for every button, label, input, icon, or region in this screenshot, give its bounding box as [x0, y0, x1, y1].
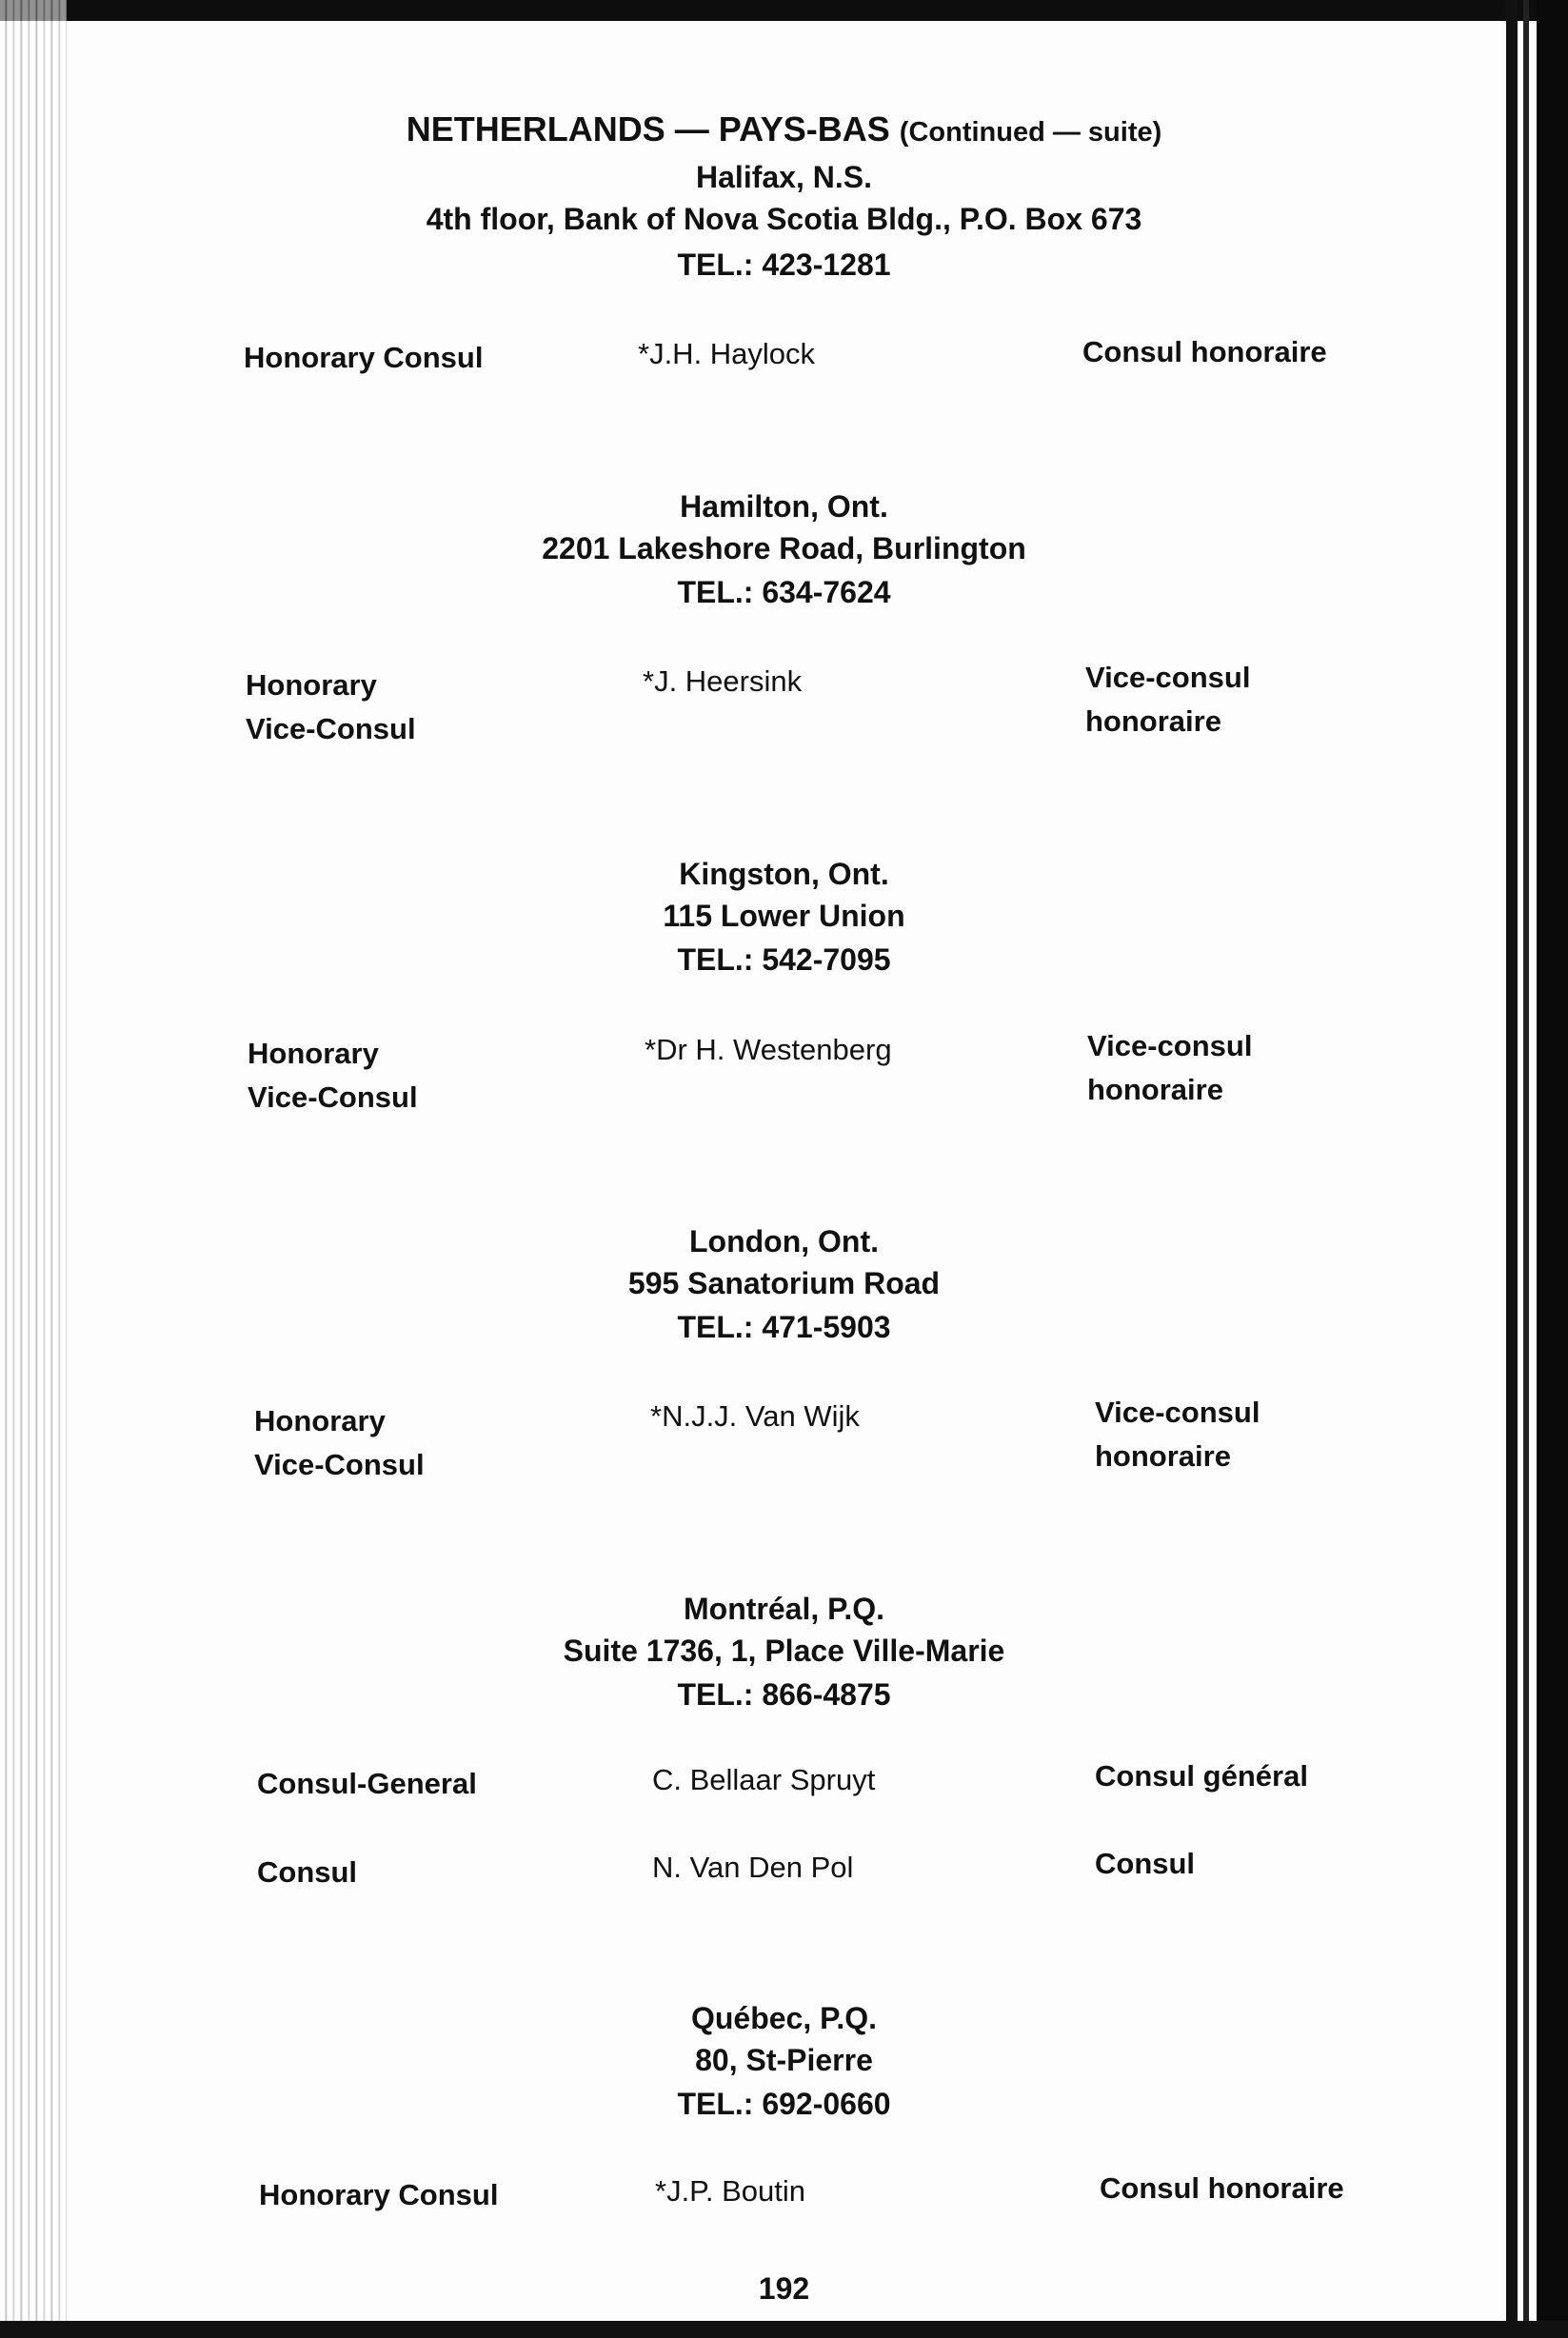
- country-heading: NETHERLANDS — PAYS-BAS: [406, 109, 890, 149]
- office-city: Montréal, P.Q.: [683, 1592, 884, 1626]
- title-french: Consul honoraire: [1100, 2171, 1344, 2205]
- office-address: 115 Lower Union: [663, 899, 905, 933]
- office-telephone: TEL.: 634-7624: [677, 575, 891, 609]
- office-city: Halifax, N.S.: [696, 160, 872, 194]
- scan-edge-left: [0, 0, 67, 2338]
- officer-name: *Dr H. Westenberg: [645, 1033, 892, 1066]
- title-english: Honorary: [248, 1037, 379, 1070]
- title-french: Vice-consul: [1087, 1029, 1253, 1062]
- officer-name: *N.J.J. Van Wijk: [650, 1399, 860, 1433]
- title-french: honoraire: [1095, 1439, 1231, 1473]
- scan-edge-bottom: [0, 2321, 1568, 2338]
- title-english: Consul-General: [257, 1767, 477, 1800]
- office-address: 4th floor, Bank of Nova Scotia Bldg., P.O. Box 673: [426, 202, 1142, 236]
- office-telephone: TEL.: 692-0660: [677, 2087, 891, 2121]
- title-english: Consul: [257, 1855, 358, 1889]
- binding-edge: [1537, 0, 1568, 2338]
- officer-name: *J.H. Haylock: [638, 337, 816, 370]
- title-english: Vice-Consul: [246, 712, 416, 745]
- continued-note: (Continued — suite): [899, 117, 1162, 148]
- office-city: London, Ont.: [688, 1224, 880, 1258]
- title-french: honoraire: [1087, 1073, 1223, 1106]
- office-address: 80, St-Pierre: [695, 2043, 873, 2077]
- title-french: Consul honoraire: [1082, 335, 1327, 368]
- office-telephone: TEL.: 542-7095: [677, 942, 891, 977]
- binding-edge: [1523, 0, 1529, 2338]
- title-english: Vice-Consul: [254, 1448, 425, 1481]
- title-french: Consul: [1095, 1847, 1196, 1880]
- office-city: Hamilton, Ont.: [680, 489, 888, 524]
- office-address: Suite 1736, 1, Place Ville-Marie: [563, 1634, 1005, 1668]
- title-french: honoraire: [1085, 704, 1221, 738]
- binding-edge: [1506, 0, 1518, 2338]
- office-address: 595 Sanatorium Road: [627, 1266, 941, 1300]
- page-number: 192: [758, 2271, 810, 2306]
- officer-name: *J.P. Boutin: [655, 2174, 805, 2208]
- office-city: Kingston, Ont.: [679, 857, 889, 891]
- title-english: Honorary Consul: [259, 2178, 499, 2211]
- title-english: Honorary Consul: [244, 341, 484, 374]
- officer-name: *J. Heersink: [643, 664, 803, 698]
- title-english: Honorary: [246, 668, 377, 702]
- officer-name: N. Van Den Pol: [652, 1851, 854, 1884]
- page-title: [0, 110, 1568, 151]
- title-english: Vice-Consul: [248, 1080, 418, 1114]
- office-telephone: TEL.: 423-1281: [677, 248, 891, 282]
- officer-name: C. Bellaar Spruyt: [652, 1763, 876, 1796]
- title-french: Vice-consul: [1095, 1396, 1260, 1429]
- title-french: Vice-consul: [1085, 661, 1251, 694]
- title-english: Honorary: [254, 1404, 386, 1437]
- title-french: Consul général: [1095, 1759, 1308, 1793]
- scan-edge-top: [0, 0, 1568, 21]
- office-city: Québec, P.Q.: [690, 2001, 878, 2035]
- office-telephone: TEL.: 471-5903: [677, 1310, 891, 1344]
- office-address: 2201 Lakeshore Road, Burlington: [542, 531, 1026, 565]
- office-telephone: TEL.: 866-4875: [677, 1677, 891, 1712]
